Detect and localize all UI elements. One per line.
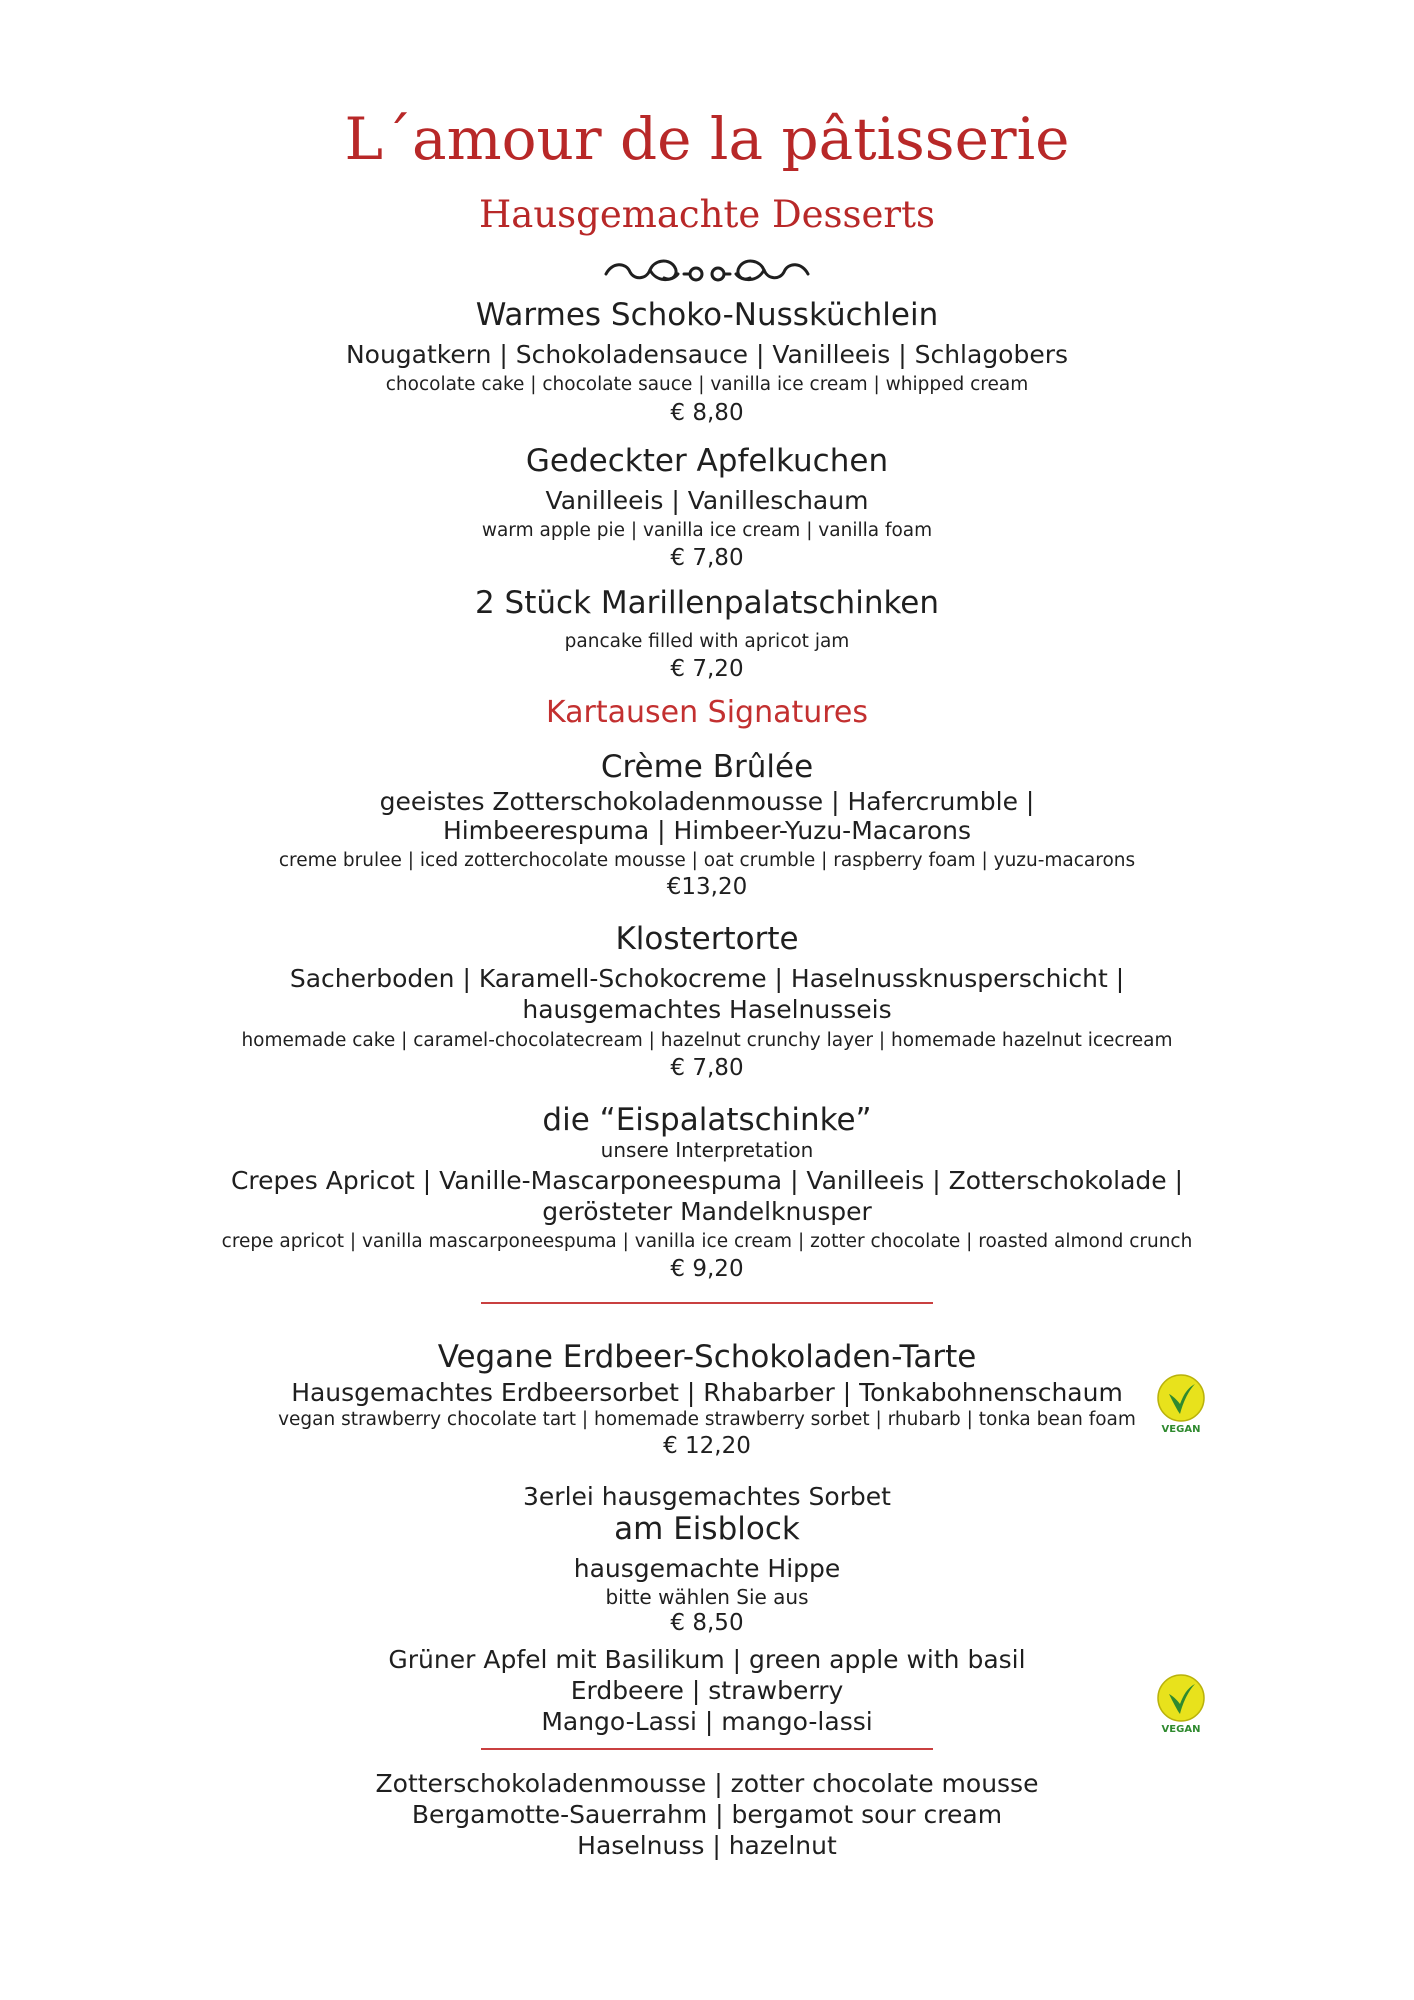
item-price: € 12,20: [663, 1433, 751, 1459]
section-heading-signatures: Kartausen Signatures: [545, 695, 869, 730]
item-price: € 7,20: [670, 656, 744, 682]
item-price: € 8,50: [670, 1610, 744, 1636]
mousse-option: Bergamotte-Sauerrahm | bergamot sour cream: [411, 1800, 1003, 1829]
mousse-option: Haselnuss | hazelnut: [577, 1831, 837, 1860]
item-description-de: Crepes Apricot | Vanille-Mascarponeespuma | Vanilleeis | Zotterschokolade |: [230, 1166, 1184, 1195]
item-description-en: creme brulee | iced zotterchocolate mousse | oat crumble | raspberry foam | yuzu-macarons: [278, 850, 1136, 871]
item-description-en: chocolate cake | chocolate sauce | vanilla ice cream | whipped cream: [385, 374, 1029, 395]
item-price: € 7,80: [670, 545, 744, 571]
item-description-de: Nougatkern | Schokoladensauce | Vanilleeis | Schlagobers: [345, 340, 1069, 369]
item-description-en: warm apple pie | vanilla ice cream | vanilla foam: [481, 520, 933, 541]
item-description-en: crepe apricot | vanilla mascarponeespuma | vanilla ice cream | zotter chocolate | roasted almond crunch: [221, 1231, 1193, 1252]
sorbet-intro: 3erlei hausgemachtes Sorbet: [523, 1482, 891, 1511]
item-description-de: geeistes Zotterschokoladenmousse | Hafercrumble |: [379, 787, 1035, 816]
divider: [481, 1748, 933, 1750]
mousse-option: Zotterschokoladenmousse | zotter chocolate mousse: [375, 1769, 1039, 1798]
vegan-badge-label: VEGAN: [1161, 1724, 1201, 1734]
menu-title: L´amour de la pâtisserie: [344, 105, 1070, 173]
vegan-badge-label: VEGAN: [1161, 1424, 1201, 1434]
item-name: die “Eispalatschinke”: [542, 1102, 872, 1138]
item-name: 2 Stück Marillenpalatschinken: [474, 585, 940, 621]
item-description-de: hausgemachte Hippe: [573, 1554, 841, 1583]
item-price: € 8,80: [670, 400, 744, 426]
item-description-de: Hausgemachtes Erdbeersorbet | Rhabarber | Tonkabohnenschaum: [291, 1378, 1123, 1407]
sorbet-option: Mango-Lassi | mango-lassi: [541, 1707, 873, 1736]
item-name: am Eisblock: [614, 1511, 800, 1547]
sorbet-option: Erdbeere | strawberry: [570, 1676, 844, 1705]
menu-subtitle: Hausgemachte Desserts: [479, 193, 935, 236]
item-price: € 9,20: [670, 1256, 744, 1282]
item-name: Vegane Erdbeer-Schokoladen-Tarte: [437, 1339, 977, 1375]
item-description-de: Himbeerespuma | Himbeer-Yuzu-Macarons: [442, 816, 972, 845]
item-price: € 7,80: [670, 1055, 744, 1081]
item-name: Crème Brûlée: [600, 749, 814, 785]
item-description-de: Sacherboden | Karamell-Schokocreme | Haselnussknusperschicht |: [289, 964, 1125, 993]
item-name: Warmes Schoko-Nussküchlein: [475, 297, 939, 333]
item-note: bitte wählen Sie aus: [605, 1585, 809, 1609]
vegan-badge-icon: [1153, 1372, 1209, 1434]
item-description-en: pancake filled with apricot jam: [564, 631, 850, 652]
item-description-en: vegan strawberry chocolate tart | homemade strawberry sorbet | rhubarb | tonka bean foam: [278, 1409, 1136, 1430]
divider: [481, 1302, 933, 1304]
item-description-de: gerösteter Mandelknusper: [542, 1197, 872, 1226]
item-description-en: homemade cake | caramel-chocolatecream | hazelnut crunchy layer | homemade hazelnut icecream: [241, 1030, 1173, 1051]
item-name: Gedeckter Apfelkuchen: [525, 443, 889, 479]
item-note: unsere Interpretation: [600, 1138, 814, 1162]
flourish-ornament-icon: [602, 252, 812, 288]
item-name: Klostertorte: [615, 921, 799, 957]
item-price: €13,20: [666, 874, 748, 900]
item-description-de: Vanilleeis | Vanilleschaum: [545, 486, 869, 515]
sorbet-option: Grüner Apfel mit Basilikum | green apple with basil: [388, 1645, 1026, 1674]
item-description-de: hausgemachtes Haselnusseis: [522, 995, 892, 1024]
vegan-badge-icon: [1153, 1672, 1209, 1734]
